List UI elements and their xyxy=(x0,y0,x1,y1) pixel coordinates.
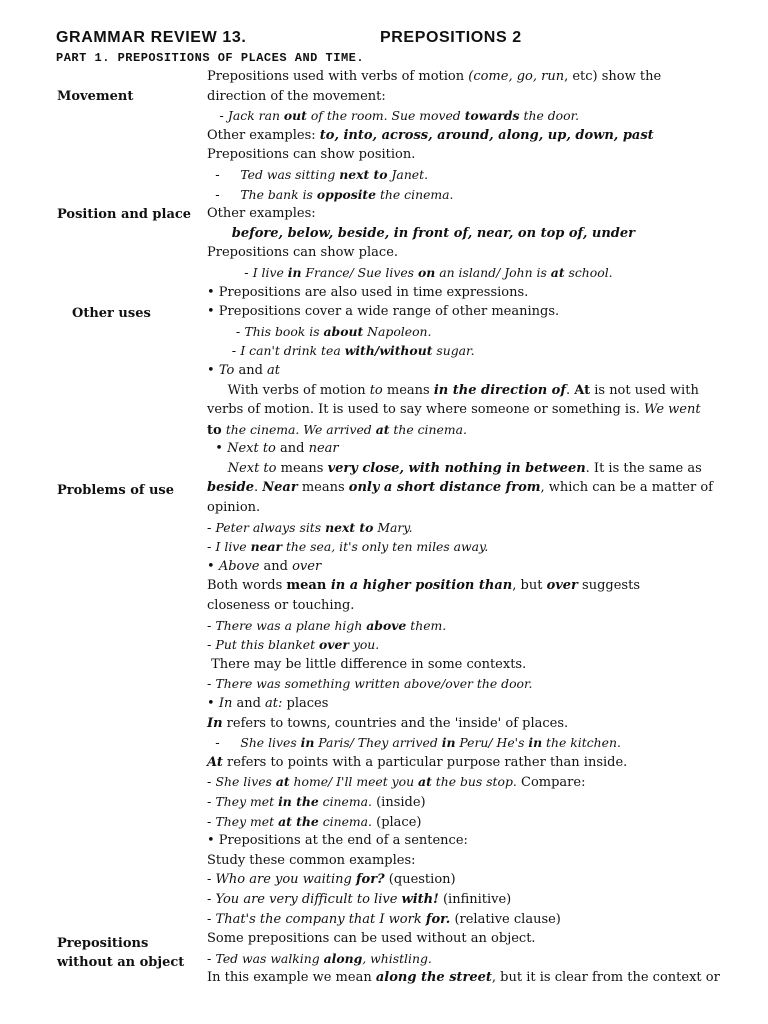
text-line: - This book is about Napoleon. xyxy=(207,323,432,340)
text-line: - Who are you waiting for? (question) xyxy=(207,872,456,888)
text-line: - Peter always sits next to Mary. xyxy=(207,519,413,536)
text-line: Study these common examples: xyxy=(207,852,416,868)
text-line: - There was something written above/over the door. xyxy=(207,676,533,693)
text-line: - I live near the sea, it's only ten miles away. xyxy=(207,539,489,556)
section-label-position: Position and place xyxy=(57,207,192,222)
text-line: Some prepositions can be used without an object. xyxy=(207,931,536,947)
text-line: Next to means very close, with nothing in between. It is the same as xyxy=(227,460,702,476)
section-label-other-uses: Other uses xyxy=(72,306,151,321)
page-title xyxy=(56,29,716,51)
text-line: - They met at the cinema. (place) xyxy=(207,813,422,830)
text-line: • Next to and near xyxy=(207,441,339,457)
text-line: Other examples: to, into, across, around, along, up, down, past xyxy=(207,127,654,143)
text-line: closeness or touching. xyxy=(207,598,355,614)
text-line: Other examples: xyxy=(207,206,316,222)
text-line: • Above and over xyxy=(207,558,322,574)
text-line: - I can't drink tea with/without sugar. xyxy=(207,343,475,360)
text-line: With verbs of motion to means in the direction of. At is not used with xyxy=(207,382,699,398)
review-title: GRAMMAR REVIEW 13. xyxy=(56,29,247,46)
text-line: to the cinema. We arrived at the cinema. xyxy=(207,421,467,438)
text-line: - She lives at home/ I'll meet you at the bus stop. Compare: xyxy=(207,774,586,791)
text-line: Prepositions can show position. xyxy=(207,147,416,163)
text-line: - Jack ran out of the room. Sue moved towards the door. xyxy=(207,108,580,125)
text-line: - I live in France/ Sue lives on an island/ John is at school. xyxy=(207,264,613,281)
text-line: Prepositions used with verbs of motion (come, go, run, etc) show the xyxy=(207,69,662,84)
text-line: Both words mean in a higher position than, but over suggests xyxy=(207,578,641,594)
text-line: before, below, beside, in front of, near, on top of, under xyxy=(231,225,635,241)
text-line: In refers to towns, countries and the 'inside' of places. xyxy=(207,715,569,731)
text-line: - She lives in Paris/ They arrived in Peru/ He's in the kitchen. xyxy=(207,735,621,752)
content-column xyxy=(207,67,727,988)
topic-title: PREPOSITIONS 2 xyxy=(380,29,522,46)
text-line: - Ted was sitting next to Janet. xyxy=(207,166,429,183)
section-label-without-object-2: without an object xyxy=(57,955,185,970)
text-line: • Prepositions are also used in time expressions. xyxy=(207,284,529,300)
text-line: - That's the company that I work for. (relative clause) xyxy=(207,911,561,927)
text-line: At refers to points with a particular purpose rather than inside. xyxy=(207,754,628,770)
text-line: - They met in the cinema. (inside) xyxy=(207,793,426,810)
part-heading: PART 1. PREPOSITIONS OF PLACES AND TIME. xyxy=(56,51,365,65)
text-line: In this example we mean along the street, but it is clear from the context or xyxy=(207,970,720,986)
text-line: beside. Near means only a short distance from, which can be a matter of xyxy=(207,480,713,496)
text-line: • Prepositions at the end of a sentence: xyxy=(207,833,468,849)
text-line: - The bank is opposite the cinema. xyxy=(207,186,454,203)
text-line: • Prepositions cover a wide range of other meanings. xyxy=(207,304,560,320)
text-line: There may be little difference in some contexts. xyxy=(207,656,527,672)
text-line: verbs of motion. It is used to say where someone or something is. We went xyxy=(207,402,701,418)
text-line: Prepositions can show place. xyxy=(207,245,399,261)
text-line: • To and at xyxy=(207,362,281,378)
section-label-problems: Problems of use xyxy=(57,483,175,498)
section-label-movement: Movement xyxy=(57,89,134,104)
text-line: - You are very difficult to live with! (infinitive) xyxy=(207,891,512,907)
text-line: • In and at: places xyxy=(207,696,329,711)
section-label-without-object-1: Prepositions xyxy=(57,936,149,951)
text-line: - Ted was walking along, whistling. xyxy=(207,950,432,967)
text-line: direction of the movement: xyxy=(207,88,386,104)
text-line: - There was a plane high above them. xyxy=(207,617,447,634)
text-line: opinion. xyxy=(207,500,261,516)
text-line: - Put this blanket over you. xyxy=(207,637,380,654)
